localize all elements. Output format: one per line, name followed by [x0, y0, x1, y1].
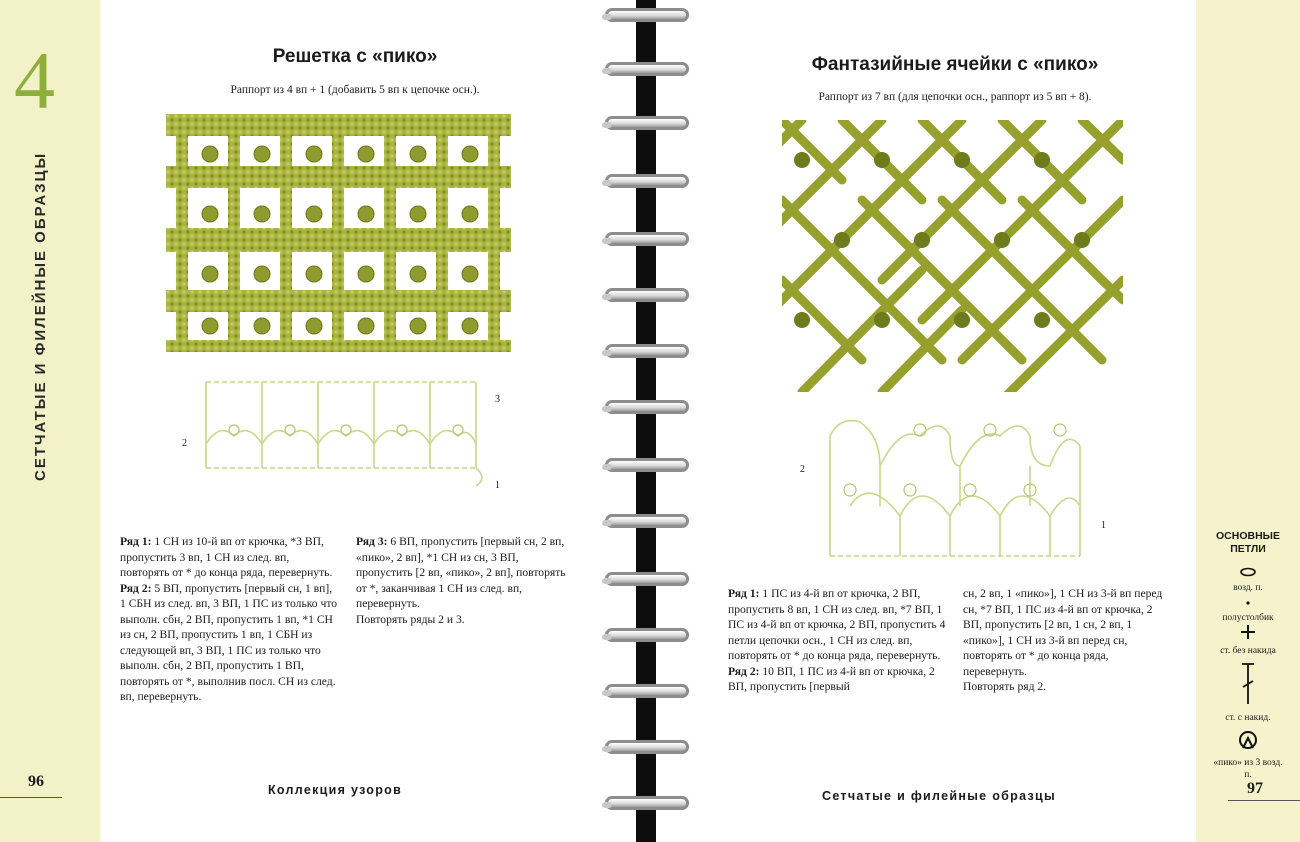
chapter-title-vertical — [32, 145, 60, 485]
left-instructions-col1 — [120, 534, 340, 705]
instruction-row: Ряд 1: 1 СН из 10-й вп от крючка, *3 ВП, пропустить 3 вп, 1 СН из след. вп, повторять от * до конца ряда, перевернуть. — [120, 535, 333, 579]
plus-icon — [1240, 624, 1256, 640]
legend-item: ст. без накида — [1200, 624, 1296, 657]
ring-icon — [605, 400, 689, 414]
legend-title: ОСНОВНЫЕ ПЕТЛИ — [1216, 530, 1280, 555]
dot-icon — [1243, 599, 1253, 607]
instruction-row: Ряд 2: 5 ВП, пропустить [первый сн, 1 вп], 1 СБН из след. вп, 3 ВП, 1 ПС из только что выполн. сбн, 2 ВП, пропустить 1 вп, *1 СН из сн, 2 ВП, пропустить 1 вп, 1 СБН из следующей вп, 3 ВП, 1 ПС из только что выполн. сбн, 2 ВП, пропустить 1 ВП, повторять от *, выполнив посл. СН из след. вп, перевернуть. — [120, 581, 338, 703]
swatch-mesh-image — [166, 114, 511, 352]
ring-icon — [605, 458, 689, 472]
right-footer: Сетчатые и филейные образцы — [822, 789, 1056, 803]
chapter-number: 4 — [14, 35, 55, 126]
left-instructions-col2 — [356, 534, 566, 627]
left-rapport: Раппорт из 4 вп + 1 (добавить 5 вп к цепочке осн.). — [230, 84, 480, 96]
right-crochet-diagram — [810, 406, 1100, 566]
ring-icon — [605, 684, 689, 698]
ring-icon — [605, 62, 689, 76]
instruction-row: Ряд 1: 1 ПС из 4-й вп от крючка, 2 ВП, пропустить 8 вп, 1 СН из след. вп, *7 ВП, 1 ПС из 4-й вп от крючка, 2 ВП, пропустить 4 петли цепочки осн., 1 СН из след. вп, повторять от * до конца ряда, перевернуть. — [728, 587, 946, 662]
legend-item: возд. п. — [1200, 564, 1296, 594]
stitch-legend — [1200, 530, 1296, 781]
left-swatch-photo — [166, 114, 511, 352]
right-swatch-photo — [782, 120, 1123, 392]
stitch-chart — [176, 374, 516, 494]
ring-icon — [605, 740, 689, 754]
instruction-row: Ряд 2: 10 ВП, 1 ПС из 4-й вп от крючка, 2 ВП, пропустить [первый — [728, 664, 935, 693]
left-crochet-diagram — [176, 374, 516, 494]
ring-icon — [605, 116, 689, 130]
ring-icon — [605, 796, 689, 810]
right-rapport: Раппорт из 7 вп (для цепочки осн., раппорт из 5 вп + 8). — [818, 91, 1092, 103]
ring-icon — [605, 572, 689, 586]
ring-icon — [605, 8, 689, 22]
ring-icon — [605, 514, 689, 528]
right-instructions-col1 — [728, 586, 950, 695]
stitch-chart — [810, 406, 1100, 566]
diagram-row-number: 3 — [495, 394, 500, 405]
ring-icon — [605, 288, 689, 302]
diagram-row-number: 2 — [800, 464, 805, 475]
instruction-row: сн, 2 вп, 1 «пико»], 1 СН из 3-й вп перед сн, *7 ВП, 1 ПС из 4-й вп от крючка, 2 ВП, пропустить [2 вп, 1 сн, 2 вп, 1 «пико»], 1 СН из 3-й вп перед сн, повторять от * до конца ряда, перевернуть. — [963, 587, 1163, 678]
chain-oval-icon — [1239, 567, 1257, 577]
left-page-rule — [0, 797, 62, 798]
instruction-row: Повторять ряд 2. — [963, 680, 1047, 693]
right-pattern-title: Фантазийные ячейки с «пико» — [811, 54, 1099, 75]
tall-stitch-icon — [1239, 661, 1257, 707]
picot-icon — [1237, 730, 1259, 752]
legend-item: ст. с накид. — [1200, 661, 1296, 724]
left-page-number: 96 — [28, 773, 44, 790]
swatch-diamond-mesh-image — [782, 120, 1123, 392]
right-page-number: 97 — [1247, 780, 1263, 797]
chapter-title: СЕТЧАТЫЕ И ФИЛЕЙНЫЕ ОБРАЗЦЫ — [32, 151, 49, 481]
left-footer: Коллекция узоров — [268, 783, 403, 797]
ring-icon — [605, 628, 689, 642]
ring-icon — [605, 232, 689, 246]
diagram-row-number: 1 — [1101, 520, 1106, 531]
left-pattern-title: Решетка с «пико» — [272, 46, 438, 67]
legend-item: «пико» из 3 возд. п. — [1200, 730, 1296, 781]
diagram-row-number: 2 — [182, 438, 187, 449]
ring-icon — [605, 174, 689, 188]
legend-item: полустолбик — [1200, 594, 1296, 624]
ring-icon — [605, 344, 689, 358]
instruction-row: Повторять ряды 2 и 3. — [356, 612, 465, 626]
instruction-row: Ряд 3: 6 ВП, пропустить [первый сн, 2 вп, «пико», 2 вп], *1 СН из сн, 3 ВП, пропустить [2 вп, «пико», 2 вп], повторять от *, заканчивая 1 СН из след. вп, перевернуть. — [356, 535, 566, 610]
right-instructions-col2 — [963, 586, 1173, 695]
diagram-row-number: 1 — [495, 480, 500, 491]
right-page-rule — [1228, 800, 1300, 801]
